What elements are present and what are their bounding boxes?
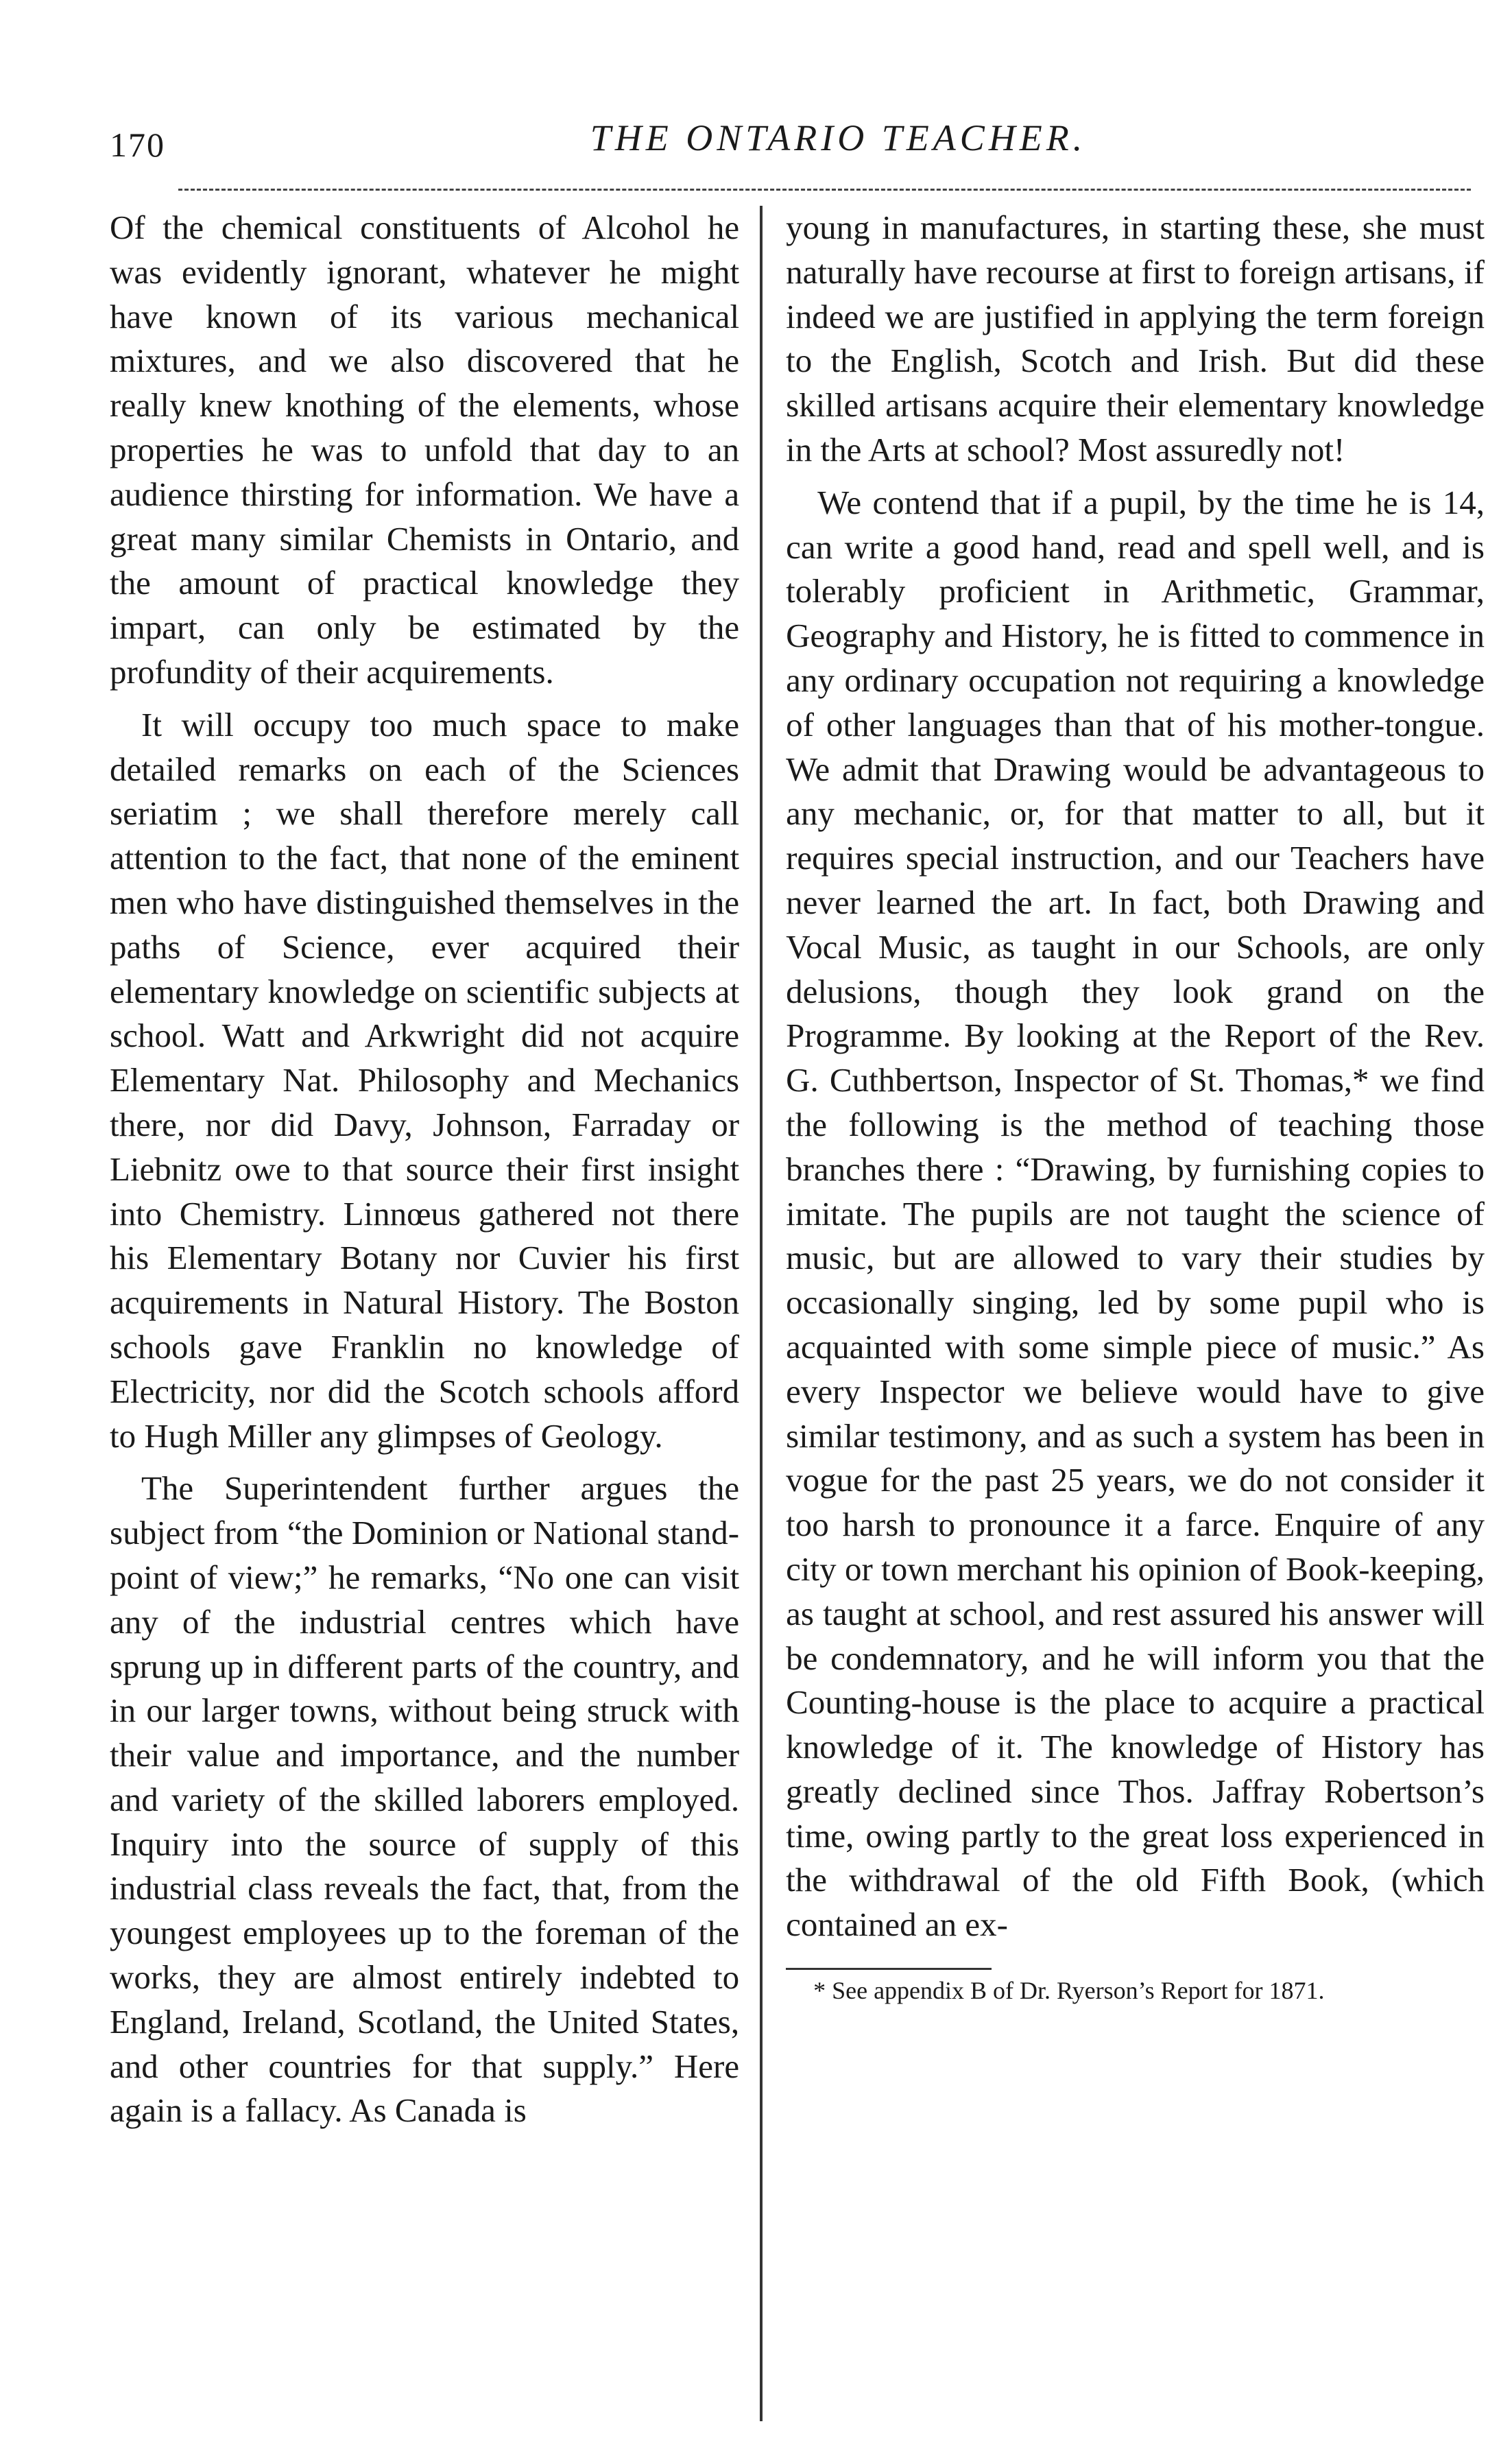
header-rule (178, 189, 1471, 191)
right-column (763, 206, 1485, 2421)
text-columns (110, 206, 1485, 2421)
paragraph: The Superintendent further argues the subject from “the Dominion or National stand-point of view;” he remarks, “No one can visit any of the industrial centres which have sprung up in different parts of the country, and in our larger towns, without being struck with their value and importance, and the number and variety of the skilled laborers employed. Inquiry into the source of supply of this industrial class reveals the fact, that, from the youngest employees up to the foreman of the works, they are almost entirely indebted to England, Ireland, Scotland, the United States, and other countries for that supply.” Here again is a fallacy. As Canada is (110, 1469, 740, 2130)
left-column (110, 206, 760, 2421)
paragraph: We contend that if a pupil, by the time he is 14, can write a good hand, read and spell well, and is tolerably proficient in Arithmetic, Grammar, Geography and History, he is fitted to commence in any ordinary occupation not requiring a knowledge of other languages than that of his mother-tongue. We admit that Drawing would be advantageous to any mechanic, or, for that matter to all, but it requires special instruction, and our Teachers have never learned the art. In fact, both Drawing and Vocal Music, as taught in our Schools, are only delusions, though they look grand on the Programme. By looking at the Report of the Rev. G. Cuthbertson, Inspector of St. Thomas,* we find the following is the method of teaching those branches there : “Drawing, by furnishing copies to imitate. The pupils are not taught the science of music, but are allowed to vary their studies by occasionally singing, led by some pupil who is acquainted with some simple piece of music.” As every Inspector we believe would have to give similar testimony, and as such a system has been in vogue for the past 25 years, we do not consider it too harsh to pronounce it a farce. Enquire of any city or town merchant his opinion of Book-keeping, as taught at school, and rest assured his answer will be condemnatory, and he will inform you that the Counting-house is the place to acquire a practical knowledge of it. The knowledge of History has greatly declined since Thos. Jaffray Robertson’s time, owing partly to the great loss experienced in the withdrawal of the old Fifth Book, (which contained an ex- (786, 483, 1485, 1944)
footnote-rule (786, 1968, 992, 1970)
page-number: 170 (110, 126, 165, 164)
footnote: * See appendix B of Dr. Ryerson’s Report for 1871. (813, 1977, 1325, 2005)
paragraph: Of the chemical constituents of Alcohol he was evidently ignorant, whatever he might have known of its various mechanical mixtures, and we also discovered that he really knew knothing of the elements, whose properties he was to unfold that day to an audience thirsting for information. We have a great many similar Chemists in Ontario, and the amount of practical knowledge they impart, can only be estimated by the profundity of their acquirements. (110, 209, 740, 691)
running-head (110, 117, 1485, 171)
paragraph: young in manufactures, in starting these, she must naturally have recourse at first to foreign artisans, if indeed we are justified in applying the term foreign to the English, Scotch and Irish. But did these skilled artisans acquire their elementary knowledge in the Arts at school? Most assuredly not! (786, 209, 1485, 468)
paragraph: It will occupy too much space to make detailed remarks on each of the Sciences seriatim ; we shall therefore merely call attention to the fact, that none of the eminent men who have distinguished themselves in the paths of Science, ever acquired their elementary knowledge on scientific subjects at school. Watt and Arkwright did not acquire Elementary Nat. Philosophy and Mechanics there, nor did Davy, Johnson, Farraday or Liebnitz owe to that source their first insight into Chemistry. Linnœus gathered not there his Elementary Botany nor Cuvier his first acquirements in Natural History. The Boston schools gave Franklin no knowledge of Electricity, nor did the Scotch schools afford to Hugh Miller any glimpses of Geology. (110, 705, 740, 1455)
journal-title: THE ONTARIO TEACHER. (590, 117, 1087, 158)
